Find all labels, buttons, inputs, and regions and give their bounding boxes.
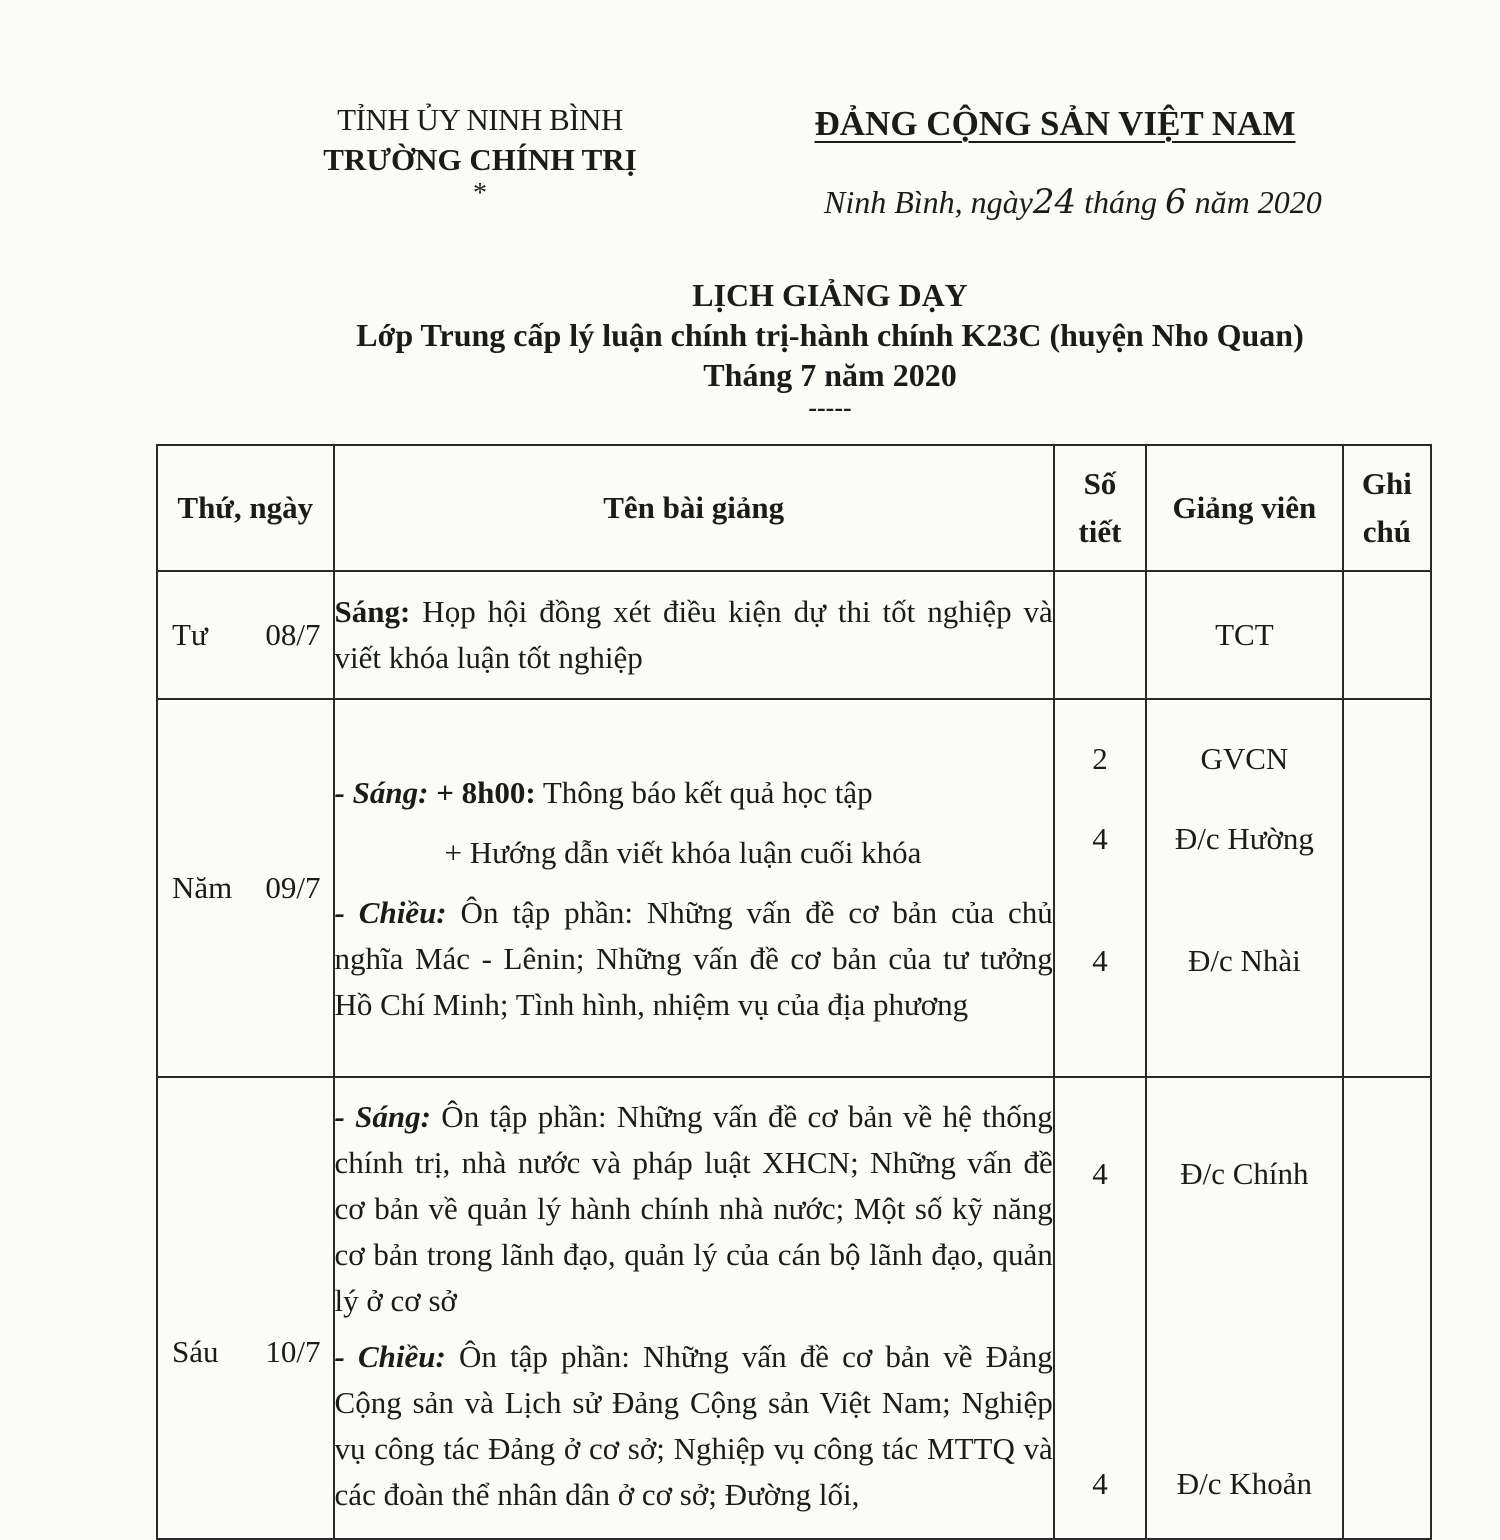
periods-value: 4 (1092, 821, 1108, 856)
teacher-name: Đ/c Hường (1174, 821, 1314, 856)
title-class: Lớp Trung cấp lý luận chính trị-hành chính K23C (huyện Nho Quan) (356, 317, 1304, 353)
lesson-cell (334, 571, 1054, 699)
periods-value: 4 (1092, 1156, 1108, 1191)
header-teacher: Giảng viên (1146, 445, 1343, 571)
weekday: Năm (172, 870, 233, 905)
date: 10/7 (265, 1334, 321, 1369)
org-line-school: TRƯỜNG CHÍNH TRỊ (323, 142, 637, 177)
title-month: Tháng 7 năm 2020 (703, 357, 957, 393)
document-title (300, 275, 1360, 421)
note-cell (1343, 571, 1431, 699)
teacher-name: Đ/c Khoản (1176, 1466, 1312, 1501)
table-row (157, 699, 1431, 1077)
session-text: Ôn tập phần: Những vấn đề cơ bản về Đảng Cộng sản và Lịch sử Đảng Cộng sản Việt Nam; Nghiệp vụ công tác Đảng ở cơ sở; Nghiệp vụ công tác MTTQ và các đoàn thể nhân dân ở cơ sở; Đường lối, (334, 1339, 1053, 1512)
date-month-handwritten: 6 (1165, 182, 1187, 222)
header-periods: Số tiết (1054, 445, 1146, 571)
session-subitem: + Hướng dẫn viết khóa luận cuối khóa (444, 835, 922, 870)
date: 09/7 (265, 870, 321, 905)
teacher-cell: TCT (1146, 571, 1343, 699)
header-lesson: Tên bài giảng (334, 445, 1054, 571)
schedule-table (156, 444, 1432, 1540)
teacher-name: Đ/c Nhài (1187, 943, 1301, 978)
teacher-cell (1146, 699, 1343, 1077)
session-label: - Chiều: (334, 895, 447, 930)
periods-value: 4 (1092, 943, 1108, 978)
org-line-province: TỈNH ỦY NINH BÌNH (337, 102, 623, 137)
table-header-row (157, 445, 1431, 571)
date: 08/7 (265, 617, 321, 652)
day-cell (157, 571, 334, 699)
session-text: Thông báo kết quả học tập (535, 775, 873, 810)
date-year: năm 2020 (1194, 184, 1322, 220)
session-label: - Sáng: (334, 775, 429, 810)
periods-cell (1054, 1077, 1146, 1539)
session-label: Sáng: (334, 594, 411, 629)
periods-value: 2 (1092, 741, 1108, 776)
document-date (824, 182, 1322, 222)
header-note: Ghi chú (1343, 445, 1431, 571)
weekday: Tư (172, 617, 208, 652)
periods-cell (1054, 699, 1146, 1077)
periods-cell (1054, 571, 1146, 699)
party-name: ĐẢNG CỘNG SẢN VIỆT NAM (814, 104, 1296, 143)
lesson-cell (334, 699, 1054, 1077)
teacher-name: Đ/c Chính (1180, 1156, 1309, 1191)
table-row (157, 571, 1431, 699)
date-month-label: tháng (1084, 184, 1158, 220)
table-row (157, 1077, 1431, 1539)
note-cell (1343, 699, 1431, 1077)
session-text: Ôn tập phần: Những vấn đề cơ bản của chủ nghĩa Mác - Lênin; Những vấn đề cơ bản của tư tưởng Hồ Chí Minh; Tình hình, nhiệm vụ của địa phương (334, 895, 1053, 1022)
session-label: - Chiều: (334, 1339, 446, 1374)
day-cell (157, 1077, 334, 1539)
teacher-cell (1146, 1077, 1343, 1539)
session-label: - Sáng: (334, 1099, 431, 1134)
org-star: * (473, 178, 487, 209)
header-day: Thứ, ngày (157, 445, 334, 571)
day-cell (157, 699, 334, 1077)
teacher-name: GVCN (1200, 741, 1289, 776)
title-main: LỊCH GIẢNG DẠY (692, 277, 968, 313)
issuing-organization (300, 100, 660, 208)
lesson-cell (334, 1077, 1054, 1539)
note-cell (1343, 1077, 1431, 1539)
session-text: Ôn tập phần: Những vấn đề cơ bản về hệ thống chính trị, nhà nước và pháp luật XHCN; Những vấn đề cơ bản về quản lý hành chính nhà nước; Một số kỹ năng cơ bản trong lãnh đạo, quản lý của cán bộ lãnh đạo, quản lý ở cơ sở (334, 1099, 1053, 1318)
session-text: Họp hội đồng xét điều kiện dự thi tốt nghiệp và viết khóa luận tốt nghiệp (334, 594, 1053, 675)
session-time: + 8h00: (436, 775, 536, 810)
weekday: Sáu (172, 1334, 219, 1369)
periods-value: 4 (1092, 1466, 1108, 1501)
party-header (790, 100, 1320, 144)
date-day-handwritten: 24 (1032, 182, 1077, 222)
date-prefix: Ninh Bình, ngày (824, 184, 1033, 220)
title-divider: ----- (808, 393, 852, 422)
